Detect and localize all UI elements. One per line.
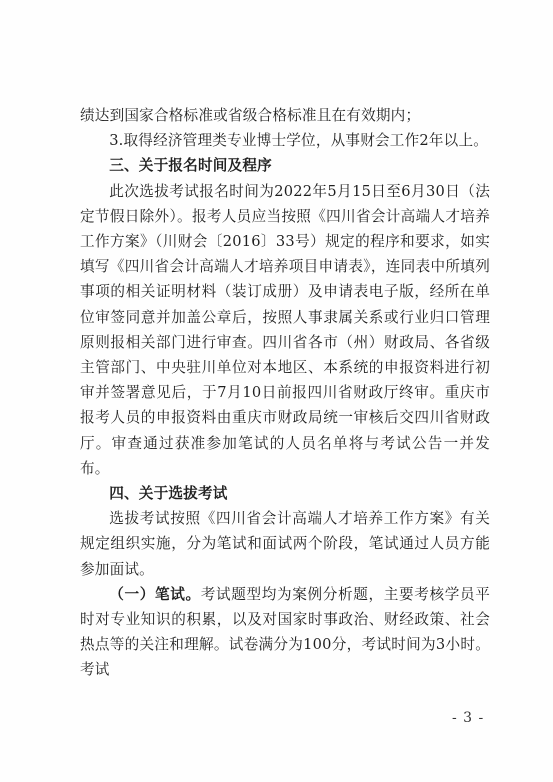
paragraph-requirement-3: 3.取得经济管理类专业博士学位，从事财会工作2年以上。 — [109, 132, 489, 150]
paragraph-registration-procedure: 此次选拔考试报名时间为2022年5月15日至6月30日（法定节假日除外）。报考人员应当按照《四川省会计高端人才培养工作方案》（川财会〔2016〕33号）规定的程序和要求，如实填写《四川省会计高端人才培养项目申请表》，连同表中所填列事项的相关证明材料（装订成册）及申请表电子版，经所在单位审签同意并加盖公章后，按照人事隶属关系或行业归口管理原则报相关部门进行审查。四川省各市（州）财政局、各省级主管部门、中央驻川单位对本地区、本系统的申报资料进行初审并签署意见后，于7月10日前报四川省财政厅终审。重庆市报考人员的申报资料由重庆市财政局统一审核后交四川省财政厅。审查通过获准参加笔试的人员名单将与考试公告一并发布。 — [80, 182, 490, 477]
page-number: - 3 - — [452, 710, 485, 726]
written-exam-label: （一）笔试。 — [109, 585, 201, 603]
written-exam-text: 考试题型均为案例分析题，主要考核学员平时对专业知识的积累，以及对国家时事政治、财经政策、社会热点等的关注和理解。试卷满分为100分，考试时间为3小时。考试 — [80, 585, 491, 679]
section-heading-registration: 三、关于报名时间及程序 — [109, 157, 272, 175]
paragraph-continuation: 绩达到国家合格标准或省级合格标准且在有效期内； — [80, 107, 421, 124]
paragraph-exam-overview: 选拔考试按照《四川省会计高端人才培养工作方案》有关规定组织实施，分为笔试和面试两个阶段，笔试通过人员方能参加面试。 — [80, 510, 490, 578]
document-body — [80, 103, 490, 683]
paragraph-written-exam — [80, 582, 490, 683]
section-heading-exam: 四、关于选拔考试 — [109, 485, 228, 503]
